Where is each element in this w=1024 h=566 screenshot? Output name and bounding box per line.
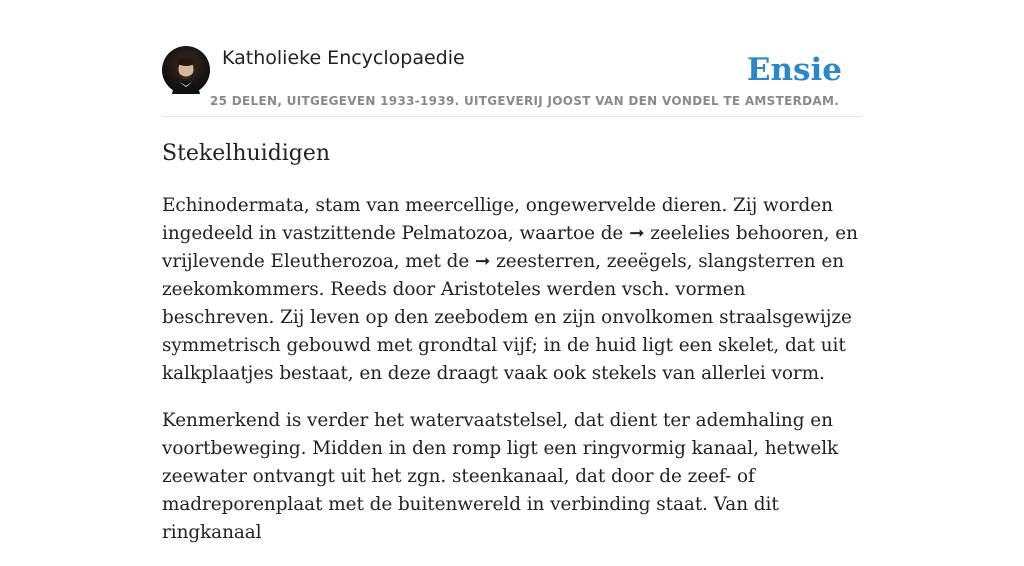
article bbox=[162, 138, 862, 566]
source-header bbox=[162, 46, 862, 117]
arrow-right-icon: ➞ bbox=[629, 223, 645, 244]
article-title: Stekelhuidigen bbox=[162, 141, 331, 166]
paragraph-text: Echinodermata, stam van meercellige, ongewervelde dieren. Zij worden ingedeeld in vastzittende Pelmatozoa, waartoe de bbox=[162, 195, 833, 244]
cross-reference-link[interactable]: zeelelies bbox=[650, 223, 731, 244]
arrow-right-icon: ➞ bbox=[475, 251, 491, 272]
source-title[interactable]: Katholieke Encyclopaedie bbox=[222, 47, 465, 69]
portrait-avatar-icon bbox=[162, 46, 210, 94]
article-paragraph-2: Kenmerkend is verder het watervaatstelsel, dat dient ter ademhaling en voortbeweging. Midden in den romp ligt een ringvormig kanaal, hetwelk zeewater ontvangt uit het zgn. steenkanaal, dat door de zeef- of madreporenplaat met de buitenwereld in verbinding staat. Van dit ringkanaal bbox=[162, 410, 839, 543]
source-avatar[interactable] bbox=[162, 46, 210, 94]
source-meta: 25 DELEN, UITGEGEVEN 1933-1939. UITGEVERIJ JOOST VAN DEN VONDEL TE AMSTERDAM. bbox=[210, 94, 840, 108]
ensie-logo[interactable]: Ensie bbox=[746, 52, 842, 88]
article-paragraph-1 bbox=[162, 192, 862, 388]
paragraph-text: , zeeëgels, slangsterren en zeekomkommers. Reeds door Aristoteles werden vsch. vormen beschreven. Zij leven op den zeebodem en zijn onvolkomen straalsgewijze symmetrisch gebouwd met grondtal vijf; in de huid ligt een skelet, dat uit kalkplaatjes bestaat, en deze draagt vaak ook stekels van allerlei vorm. bbox=[162, 251, 852, 384]
paragraph-text: behooren, en vrijlevende Eleutherozoa, met de bbox=[162, 223, 858, 272]
cross-reference-link[interactable]: zeesterren bbox=[496, 251, 596, 272]
